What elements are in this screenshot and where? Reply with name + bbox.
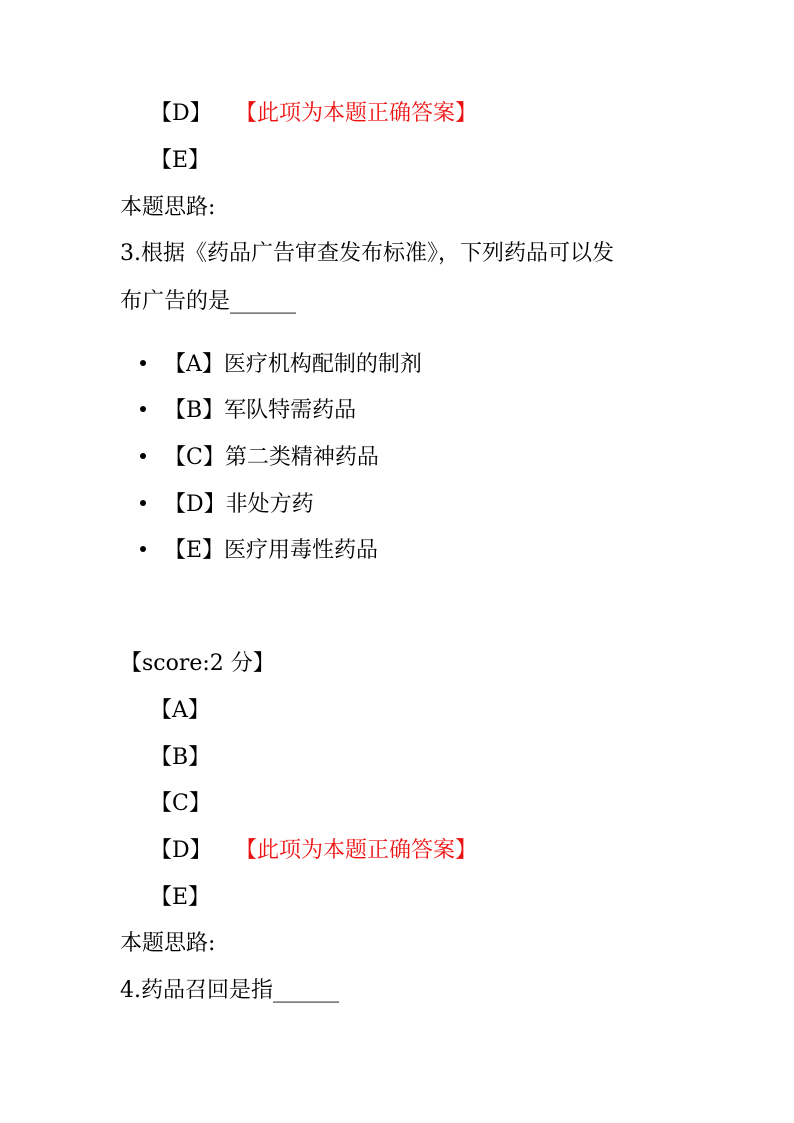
choice-text: 【D】非处方药 [164,492,314,517]
q3-choice-e [140,537,378,565]
q3-score: 【score:2 分】 [120,651,275,676]
bullet-icon [140,360,146,366]
q3-answer-a: 【A】 [150,698,210,723]
q2-correct-answer-note: 【此项为本题正确答案】 [235,101,478,126]
q2-option-d: 【D】 [150,101,212,126]
q3-choice-d [140,491,314,519]
q3-choice-b [140,397,356,425]
q3-question-line1: 3.根据《药品广告审查发布标准》，下列药品可以发 [120,241,614,266]
q3-correct-answer-note: 【此项为本题正确答案】 [235,838,478,863]
choice-text: 【C】第二类精神药品 [164,445,379,470]
choice-text: 【E】医疗用毒性药品 [164,538,379,563]
q2-option-e: 【E】 [150,148,211,173]
q3-answer-b: 【B】 [150,745,211,770]
q3-thinking-label: 本题思路: [120,931,216,956]
q3-choice-c [140,444,379,472]
bullet-icon [140,406,146,412]
choice-text: 【A】医疗机构配制的制剂 [164,352,422,377]
q4-question-line1: 4.药品召回是指______ [120,978,339,1003]
choice-text: 【B】军队特需药品 [164,398,357,423]
q3-answer-c: 【C】 [150,791,211,816]
bullet-icon [140,546,146,552]
q3-answer-e: 【E】 [150,885,211,910]
q3-answer-d: 【D】 [150,838,212,863]
q3-question-line2: 布广告的是______ [120,289,297,314]
q3-choice-a [140,351,422,379]
q2-thinking-label: 本题思路: [120,195,216,220]
bullet-icon [140,453,146,459]
bullet-icon [140,500,146,506]
